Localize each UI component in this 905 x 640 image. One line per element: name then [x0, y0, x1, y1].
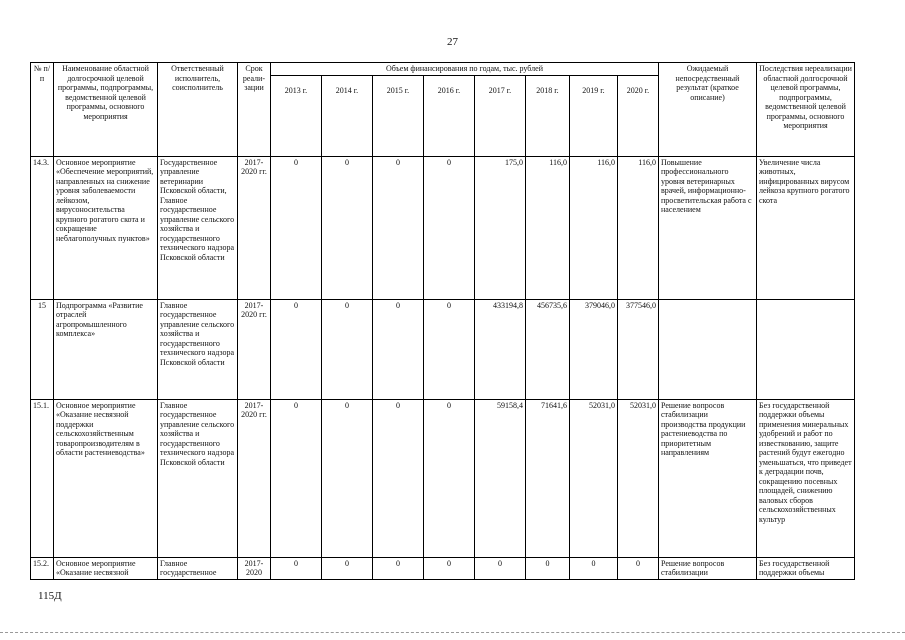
table-row: [31, 399, 855, 557]
row-executor: Главное государственное управление сельского хозяйства и государственного технического надзора Псковской области: [158, 399, 238, 557]
row-consequence: Без государственной поддержки объемы применения минеральных удобрений и работ по известкованию, защите растений будут ежегодно уменьшаться, что приведет к деградации почв, сокращению посевных площадей, снижению валовых сборов сельскохозяйственных культур: [757, 399, 855, 557]
year-header: 2019 г.: [570, 75, 618, 156]
row-value: 0: [373, 399, 424, 557]
footer-code: 115Д: [38, 590, 62, 602]
row-value: 71641,6: [526, 399, 570, 557]
year-header: 2020 г.: [618, 75, 659, 156]
row-result: Решение вопросов стабилизации: [659, 557, 757, 579]
row-value: 52031,0: [618, 399, 659, 557]
row-term: 2017-2020 гг.: [238, 156, 271, 299]
header-consequence: Последствия нереализации областной долгосрочной целевой программы, подпрограммы, ведомственной целевой программы, основного мероприятия: [757, 63, 855, 157]
row-executor: Государственное управление ветеринарии Псковской области, Главное государственное управление сельского хозяйства и государственного технического надзора Псковской области: [158, 156, 238, 299]
row-value: 433194,8: [475, 299, 526, 399]
row-consequence: Без государственной поддержки объемы: [757, 557, 855, 579]
table-row: [31, 299, 855, 399]
row-value: 116,0: [570, 156, 618, 299]
row-value: 377546,0: [618, 299, 659, 399]
header-funding: Объем финансирования по годам, тыс. рублей: [271, 63, 659, 76]
row-value: 456735,6: [526, 299, 570, 399]
year-header: 2017 г.: [475, 75, 526, 156]
row-value: 0: [373, 156, 424, 299]
row-value: 0: [322, 557, 373, 579]
header-executor: Ответственный исполнитель, соисполнитель: [158, 63, 238, 157]
row-value: 52031,0: [570, 399, 618, 557]
row-value: 0: [424, 299, 475, 399]
row-value: 0: [424, 156, 475, 299]
row-value: 59158,4: [475, 399, 526, 557]
row-value: 0: [271, 299, 322, 399]
row-num: 15.1.: [31, 399, 54, 557]
financing-table: [30, 62, 855, 580]
row-value: 0: [271, 557, 322, 579]
row-name: Основное мероприятие «Обеспечение мероприятий, направленных на снижение уровня заболеваемости лейкозом, вирусоносительства крупного рогатого скота и сокращение неблагополучных пунктов»: [54, 156, 158, 299]
row-value: 0: [424, 399, 475, 557]
year-header: 2015 г.: [373, 75, 424, 156]
header-num: № п/п: [31, 63, 54, 157]
row-term: 2017-2020 гг.: [238, 399, 271, 557]
row-value: 175,0: [475, 156, 526, 299]
header-name: Наименование областной долгосрочной целевой программы, подпрограммы, ведомственной целевой программы, основного мероприятия: [54, 63, 158, 157]
row-value: 0: [424, 557, 475, 579]
header-term: Срок реали-зации: [238, 63, 271, 157]
table-row: [31, 156, 855, 299]
year-header: 2016 г.: [424, 75, 475, 156]
row-term: 2017-2020: [238, 557, 271, 579]
row-value: 116,0: [618, 156, 659, 299]
row-value: 0: [618, 557, 659, 579]
row-executor: Главное государственное управление сельского хозяйства и государственного технического надзора Псковской области: [158, 299, 238, 399]
row-consequence: [757, 299, 855, 399]
row-value: 0: [271, 156, 322, 299]
table-header-row: [31, 63, 855, 76]
row-consequence: Увеличение числа животных, инфицированных вирусом лейкоза крупного рогатого скота: [757, 156, 855, 299]
row-value: 0: [373, 557, 424, 579]
row-value: 0: [570, 557, 618, 579]
row-value: 0: [475, 557, 526, 579]
row-executor: Главное государственное: [158, 557, 238, 579]
row-value: 0: [526, 557, 570, 579]
row-value: 0: [373, 299, 424, 399]
row-num: 14.3.: [31, 156, 54, 299]
row-term: 2017-2020 гг.: [238, 299, 271, 399]
row-num: 15.2.: [31, 557, 54, 579]
row-value: 0: [322, 156, 373, 299]
header-result: Ожидаемый непосредственный результат (краткое описание): [659, 63, 757, 157]
row-result: Решение вопросов стабилизации производства продукции растениеводства по приоритетным направлениям: [659, 399, 757, 557]
table-row: [31, 557, 855, 579]
row-name: Подпрограмма «Развитие отраслей агропромышленного комплекса»: [54, 299, 158, 399]
row-value: 116,0: [526, 156, 570, 299]
page-number: 27: [447, 36, 458, 48]
year-header: 2013 г.: [271, 75, 322, 156]
year-header: 2018 г.: [526, 75, 570, 156]
row-result: [659, 299, 757, 399]
row-value: 0: [322, 399, 373, 557]
row-result: Повышение профессионального уровня ветеринарных врачей, информационно-просветительская работа с населением: [659, 156, 757, 299]
year-header: 2014 г.: [322, 75, 373, 156]
row-name: Основное мероприятие «Оказание несвязной поддержки сельскохозяйственным товаропроизводителям в области растениеводства»: [54, 399, 158, 557]
row-value: 0: [322, 299, 373, 399]
row-value: 0: [271, 399, 322, 557]
scan-edge-line: [0, 632, 905, 633]
row-num: 15: [31, 299, 54, 399]
row-value: 379046,0: [570, 299, 618, 399]
row-name: Основное мероприятие «Оказание несвязной: [54, 557, 158, 579]
